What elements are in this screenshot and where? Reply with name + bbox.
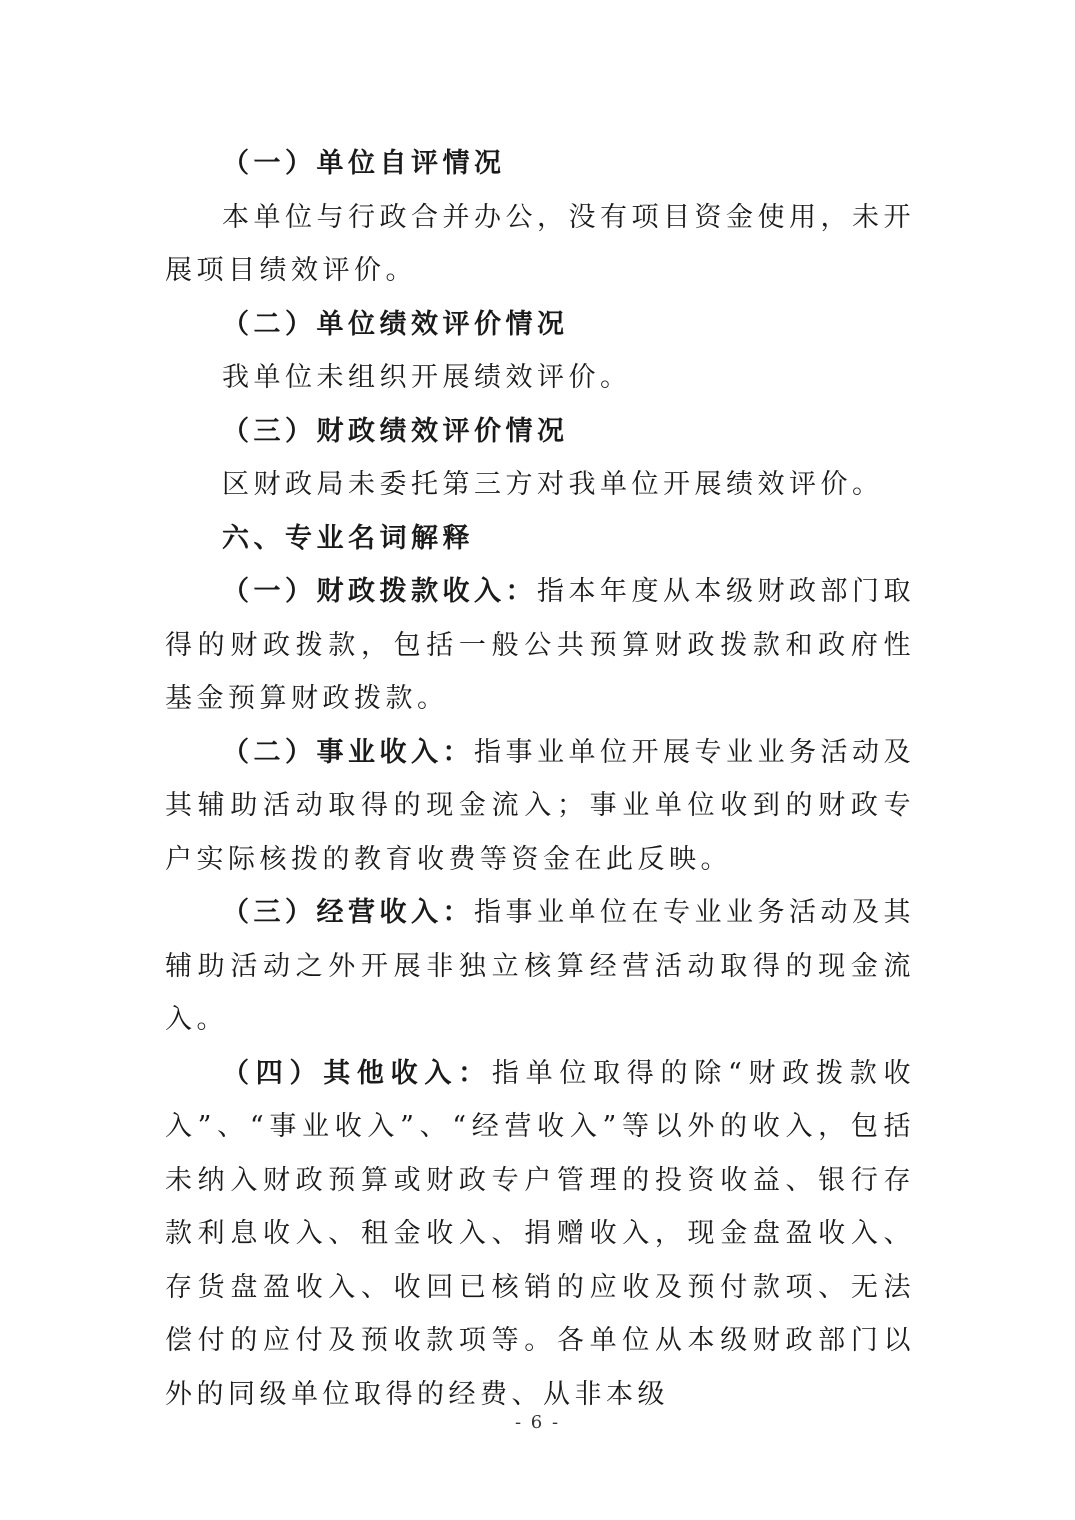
definition-text: 指事业单位在专业业务活动及其辅助活动之外开展非独立核算经营活动取得的现金流入。 xyxy=(165,897,915,1035)
definition-term: （一）财政拨款收入： xyxy=(222,576,537,607)
definition-business-income xyxy=(165,726,915,887)
paragraph-unit-performance-evaluation xyxy=(165,351,915,405)
definition-text: 指单位取得的除“财政拨款收入”、“事业收入”、“经营收入”等以外的收入，包括未纳入财政预算或财政专户管理的投资收益、银行存款利息收入、租金收入、捐赠收入，现金盘盈收入、存货盘盈收入、收回已核销的应收及预付款项、无法偿付的应付及预收款项等。各单位从本级财政部门以外的同级单位取得的经费、从非本级 xyxy=(165,1057,915,1410)
paragraph-text: 区财政局未委托第三方对我单位开展绩效评价。 xyxy=(222,469,884,500)
paragraph-unit-self-evaluation xyxy=(165,191,915,298)
definition-text: 指本年度从本级财政部门取得的财政拨款，包括一般公共预算财政拨款和政府性基金预算财政拨款。 xyxy=(165,576,915,714)
subheading-unit-self-evaluation xyxy=(165,137,915,191)
definition-fiscal-appropriation-income xyxy=(165,565,915,726)
subheading-text: （三）财政绩效评价情况 xyxy=(222,415,569,447)
section-heading-terminology xyxy=(165,512,915,566)
subheading-text: （二）单位绩效评价情况 xyxy=(222,308,569,340)
definition-operating-income xyxy=(165,886,915,1047)
section-heading-text: 六、专业名词解释 xyxy=(222,522,474,554)
subheading-finance-performance-evaluation xyxy=(165,405,915,459)
subheading-text: （一）单位自评情况 xyxy=(222,148,506,179)
paragraph-text: 本单位与行政合并办公，没有项目资金使用，未开展项目绩效评价。 xyxy=(165,201,915,286)
definition-term: （三）经营收入： xyxy=(222,897,474,928)
definition-text: 指事业单位开展专业业务活动及其辅助活动取得的现金流入；事业单位收到的财政专户实际核拨的教育收费等资金在此反映。 xyxy=(165,736,915,875)
paragraph-text: 我单位未组织开展绩效评价。 xyxy=(222,362,632,393)
definition-other-income xyxy=(165,1047,915,1422)
paragraph-finance-performance-evaluation xyxy=(165,458,915,512)
definition-term: （四）其他收入： xyxy=(222,1057,492,1089)
subheading-unit-performance-evaluation xyxy=(165,298,915,352)
document-body xyxy=(165,137,915,1421)
definition-term: （二）事业收入： xyxy=(222,736,474,768)
page-number: - 6 - xyxy=(514,1412,561,1433)
